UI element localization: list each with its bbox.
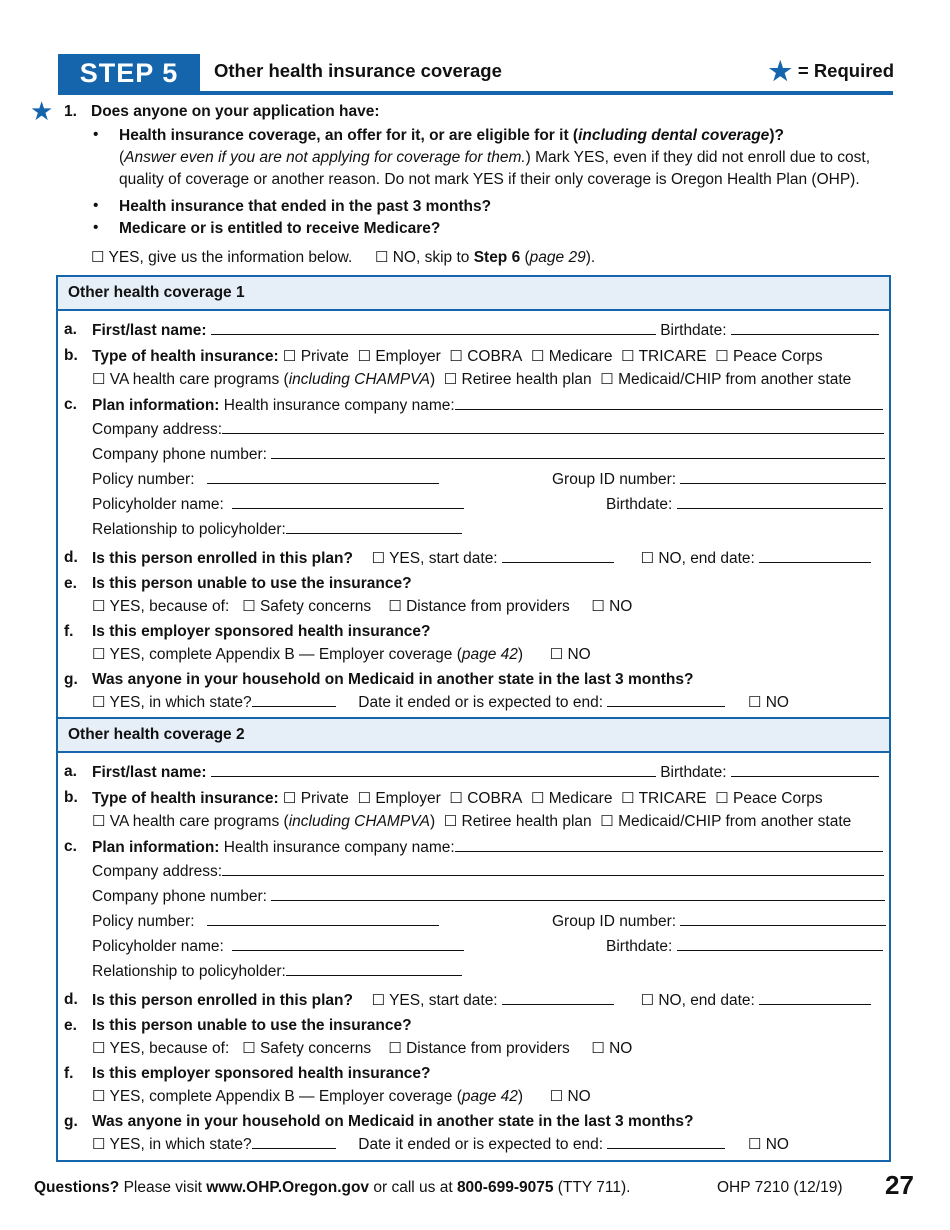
employer-yes-italic: page 42 (461, 646, 518, 663)
tricare-label: TRICARE (638, 790, 707, 807)
plan-info-label: Plan information: (92, 839, 220, 856)
coverage-section-title: Other health coverage 1 (58, 277, 889, 311)
distance-label: Distance from providers (406, 1040, 570, 1057)
bullet-1-text-b: )? (769, 127, 784, 144)
date-ended-label: Date it ended or is expected to end: (358, 1136, 603, 1153)
field-letter: g. (64, 671, 78, 688)
unable-yes-label: YES, because of: (109, 598, 230, 615)
group-id-row (552, 470, 886, 489)
policyholder-birthdate-label: Birthdate: (606, 938, 673, 955)
medicaid-other-state-row (92, 1135, 789, 1154)
employer-label: Employer (375, 348, 441, 365)
required-star-icon: ★ (30, 96, 54, 126)
group-id-input[interactable] (680, 912, 886, 926)
employer-yes-label-b: ) (517, 1088, 524, 1105)
footer-url-link[interactable]: www.OHP.Oregon.gov (206, 1179, 370, 1196)
other-state-yes-checkbox[interactable]: ☐ (92, 694, 106, 711)
safety-label: Safety concerns (259, 1040, 372, 1057)
birthdate-label: Birthdate: (660, 322, 727, 339)
question1-answer-row (91, 248, 595, 267)
name-label: First/last name: (92, 764, 207, 781)
plan-info-row (92, 838, 883, 857)
relationship-row (92, 520, 462, 539)
bullet-1 (119, 127, 784, 145)
policyholder-input[interactable] (232, 937, 464, 951)
yes-option-label: YES, give us the information below. (108, 249, 353, 266)
employer-yes-checkbox[interactable]: ☐ (92, 646, 106, 663)
peace-corps-label: Peace Corps (733, 790, 823, 807)
va-checkbox[interactable]: ☐ (92, 371, 106, 388)
enrolled-row (92, 991, 871, 1010)
retiree-label: Retiree health plan (461, 371, 592, 388)
bullet-dot: • (93, 126, 99, 143)
medicaid-other-state-row (92, 693, 789, 712)
bullet-2: Health insurance that ended in the past 3 months? (119, 198, 492, 215)
employer-yes-label-a: YES, complete Appendix B — Employer coverage ( (109, 646, 462, 663)
other-state-no-label: NO (765, 694, 789, 711)
insurance-type-row-1 (92, 789, 823, 808)
bullet-1-text-a: Health insurance coverage, an offer for it, or are eligible for it ( (119, 127, 579, 144)
peace-corps-label: Peace Corps (733, 348, 823, 365)
bullet-1-detail-line2: quality of coverage or another reason. Do not mark YES if their only coverage is Oregon Health Plan (OHP). (119, 171, 860, 188)
enrolled-no-label: NO, end date: (658, 992, 755, 1009)
relationship-input[interactable] (286, 520, 462, 534)
page-title: Other health insurance coverage (214, 60, 502, 81)
insurance-type-label: Type of health insurance: (92, 790, 279, 807)
medicare-label: Medicare (548, 348, 613, 365)
bullet-1-detail-line1 (119, 149, 870, 167)
medicaid-chip-checkbox[interactable]: ☐ (600, 813, 614, 830)
state-input[interactable] (252, 693, 336, 707)
field-letter: b. (64, 347, 78, 364)
employer-no-checkbox[interactable]: ☐ (549, 646, 564, 663)
employer-sponsored-label: Is this employer sponsored health insurance? (92, 623, 431, 640)
detail-italic: Answer even if you are not applying for coverage for them. (124, 149, 526, 166)
end-date-input[interactable] (759, 549, 871, 563)
private-checkbox[interactable]: ☐ (282, 790, 297, 807)
insurance-type-row-1 (92, 347, 823, 366)
field-letter: b. (64, 789, 78, 806)
date-ended-input[interactable] (607, 1135, 725, 1149)
field-letter: a. (64, 321, 77, 338)
no-option-page: page 29 (529, 249, 586, 266)
cobra-checkbox[interactable]: ☐ (449, 790, 463, 807)
field-letter: f. (64, 1065, 74, 1082)
company-address-label: Company address: (92, 863, 223, 880)
medicare-checkbox[interactable]: ☐ (530, 348, 545, 365)
required-label: = Required (797, 60, 894, 81)
employer-sponsored-options-row (92, 1087, 591, 1106)
step-badge (58, 54, 200, 92)
employer-checkbox[interactable]: ☐ (357, 790, 372, 807)
employer-no-label: NO (567, 1088, 591, 1105)
cobra-label: COBRA (467, 348, 523, 365)
footer-visit: Please visit (119, 1179, 207, 1196)
cobra-label: COBRA (467, 790, 523, 807)
policyholder-label: Policyholder name: (92, 496, 224, 513)
question-prompt: Does anyone on your application have: (91, 103, 380, 120)
policyholder-label: Policyholder name: (92, 938, 224, 955)
field-letter: f. (64, 623, 74, 640)
relationship-label: Relationship to policyholder: (92, 521, 286, 538)
retiree-checkbox[interactable]: ☐ (443, 371, 458, 388)
field-letter: d. (64, 991, 78, 1008)
start-date-input[interactable] (502, 549, 614, 563)
relationship-row (92, 962, 462, 981)
policy-number-input[interactable] (207, 912, 439, 926)
insurance-type-row-2 (92, 812, 851, 831)
birthdate-label: Birthdate: (660, 764, 727, 781)
field-letter: c. (64, 396, 77, 413)
enrolled-yes-checkbox[interactable]: ☐ (371, 550, 386, 567)
start-date-input[interactable] (502, 991, 614, 1005)
other-state-no-checkbox[interactable]: ☐ (747, 1136, 762, 1153)
company-address-input[interactable] (222, 862, 884, 876)
other-state-yes-label: YES, in which state? (109, 1136, 252, 1153)
policyholder-birthdate-input[interactable] (677, 937, 883, 951)
medicare-label: Medicare (548, 790, 613, 807)
va-label-italic: including CHAMPVA (288, 371, 430, 388)
detail-text-a: ) Mark YES, even if they did not enroll due to cost, (525, 149, 871, 166)
retiree-checkbox[interactable]: ☐ (443, 813, 458, 830)
enrolled-yes-label: YES, start date: (389, 550, 498, 567)
medicaid-chip-label: Medicaid/CHIP from another state (618, 371, 852, 388)
company-address-input[interactable] (222, 420, 884, 434)
end-date-input[interactable] (759, 991, 871, 1005)
detail-open: ( (119, 149, 125, 166)
employer-checkbox[interactable]: ☐ (357, 348, 372, 365)
no-option-c: ). (585, 249, 596, 266)
unable-yes-label: YES, because of: (109, 1040, 230, 1057)
other-state-yes-checkbox[interactable]: ☐ (92, 1136, 106, 1153)
medicaid-chip-checkbox[interactable]: ☐ (600, 371, 614, 388)
employer-sponsored-options-row (92, 645, 591, 664)
footer-phone-link[interactable]: 800-699-9075 (456, 1179, 554, 1196)
other-state-no-label: NO (765, 1136, 789, 1153)
tricare-label: TRICARE (638, 348, 707, 365)
company-name-input[interactable] (455, 838, 883, 852)
distance-checkbox[interactable]: ☐ (388, 1040, 402, 1057)
employer-no-label: NO (567, 646, 591, 663)
footer-contact (34, 1179, 630, 1197)
policy-number-label: Policy number: (92, 913, 195, 930)
enrolled-no-checkbox[interactable]: ☐ (640, 550, 655, 567)
va-label-b: ) (429, 813, 436, 830)
company-address-label: Company address: (92, 421, 223, 438)
enrolled-yes-label: YES, start date: (389, 992, 498, 1009)
company-phone-label: Company phone number: (92, 888, 267, 905)
tricare-checkbox[interactable]: ☐ (621, 790, 635, 807)
field-letter: e. (64, 1017, 77, 1034)
enrolled-label: Is this person enrolled in this plan? (92, 550, 353, 567)
relationship-label: Relationship to policyholder: (92, 963, 286, 980)
employer-label: Employer (375, 790, 441, 807)
required-legend (769, 58, 894, 84)
state-input[interactable] (252, 1135, 336, 1149)
policyholder-birthdate-row (606, 937, 883, 956)
employer-yes-italic: page 42 (461, 1088, 518, 1105)
no-option-step: Step 6 (473, 249, 521, 266)
group-id-label: Group ID number: (552, 913, 677, 930)
unable-label: Is this person unable to use the insurance? (92, 1017, 412, 1034)
bullet-1-italic: including dental coverage (578, 127, 770, 144)
va-label-a: VA health care programs ( (109, 371, 289, 388)
name-input[interactable] (211, 321, 656, 335)
coverage-section (56, 275, 891, 720)
policyholder-birthdate-input[interactable] (677, 495, 883, 509)
enrolled-label: Is this person enrolled in this plan? (92, 992, 353, 1009)
enrolled-no-label: NO, end date: (658, 550, 755, 567)
private-checkbox[interactable]: ☐ (282, 348, 297, 365)
no-option-b: ( (520, 249, 530, 266)
va-label-a: VA health care programs ( (109, 813, 289, 830)
company-name-input[interactable] (455, 396, 883, 410)
footer-call: or call us at (369, 1179, 457, 1196)
name-input[interactable] (211, 763, 656, 777)
insurance-type-row-2 (92, 370, 851, 389)
safety-checkbox[interactable]: ☐ (242, 1040, 256, 1057)
policyholder-row (92, 495, 464, 514)
employer-sponsored-label: Is this employer sponsored health insurance? (92, 1065, 431, 1082)
coverage-section (56, 717, 891, 1162)
footer-tty: (TTY 711). (553, 1179, 631, 1196)
policyholder-birthdate-label: Birthdate: (606, 496, 673, 513)
employer-no-checkbox[interactable]: ☐ (549, 1088, 564, 1105)
medicare-checkbox[interactable]: ☐ (530, 790, 545, 807)
company-address-row (92, 862, 884, 881)
peace-corps-checkbox[interactable]: ☐ (715, 348, 729, 365)
retiree-label: Retiree health plan (461, 813, 592, 830)
employer-yes-checkbox[interactable]: ☐ (92, 1088, 106, 1105)
question-number: 1. (64, 103, 77, 120)
company-phone-row (92, 445, 885, 464)
enrolled-yes-checkbox[interactable]: ☐ (371, 992, 386, 1009)
star-icon: ★ (768, 56, 792, 86)
header-rule (58, 91, 893, 95)
birthdate-input[interactable] (731, 763, 879, 777)
policyholder-birthdate-row (606, 495, 883, 514)
group-id-input[interactable] (680, 470, 886, 484)
plan-info-label: Plan information: (92, 397, 220, 414)
no-checkbox[interactable]: ☐ (374, 249, 389, 266)
name-row (92, 321, 879, 340)
yes-checkbox[interactable]: ☐ (91, 249, 105, 266)
other-state-no-checkbox[interactable]: ☐ (747, 694, 762, 711)
enrolled-no-checkbox[interactable]: ☐ (640, 992, 655, 1009)
birthdate-input[interactable] (731, 321, 879, 335)
policyholder-row (92, 937, 464, 956)
unable-no-checkbox[interactable]: ☐ (591, 598, 605, 615)
cobra-checkbox[interactable]: ☐ (449, 348, 463, 365)
field-letter: a. (64, 763, 77, 780)
unable-no-label: NO (609, 1040, 633, 1057)
group-id-label: Group ID number: (552, 471, 677, 488)
employer-yes-label-b: ) (517, 646, 524, 663)
policy-number-label: Policy number: (92, 471, 195, 488)
relationship-input[interactable] (286, 962, 462, 976)
unable-label: Is this person unable to use the insurance? (92, 575, 412, 592)
unable-no-checkbox[interactable]: ☐ (591, 1040, 605, 1057)
footer-questions: Questions? (34, 1179, 120, 1196)
company-phone-row (92, 887, 885, 906)
field-letter: c. (64, 838, 77, 855)
policy-number-input[interactable] (207, 470, 439, 484)
unable-no-label: NO (609, 598, 633, 615)
group-id-row (552, 912, 886, 931)
safety-label: Safety concerns (259, 598, 372, 615)
unable-yes-checkbox[interactable]: ☐ (92, 598, 106, 615)
tricare-checkbox[interactable]: ☐ (621, 348, 635, 365)
page-number: 27 (885, 1170, 914, 1200)
field-letter: e. (64, 575, 77, 592)
no-option-a: NO, skip to (392, 249, 474, 266)
medicaid-chip-label: Medicaid/CHIP from another state (618, 813, 852, 830)
private-label: Private (300, 348, 349, 365)
private-label: Private (300, 790, 349, 807)
company-name-label: Health insurance company name: (223, 839, 455, 856)
name-label: First/last name: (92, 322, 207, 339)
va-label-italic: including CHAMPVA (288, 813, 430, 830)
form-number: OHP 7210 (12/19) (717, 1179, 843, 1196)
enrolled-row (92, 549, 871, 568)
insurance-type-label: Type of health insurance: (92, 348, 279, 365)
coverage-section-title: Other health coverage 2 (58, 719, 889, 753)
bullet-3: Medicare or is entitled to receive Medicare? (119, 220, 441, 237)
policy-number-row (92, 912, 439, 931)
safety-checkbox[interactable]: ☐ (242, 598, 256, 615)
unable-yes-checkbox[interactable]: ☐ (92, 1040, 106, 1057)
date-ended-input[interactable] (607, 693, 725, 707)
bullet-dot: • (93, 219, 99, 236)
employer-yes-label-a: YES, complete Appendix B — Employer coverage ( (109, 1088, 462, 1105)
va-checkbox[interactable]: ☐ (92, 813, 106, 830)
distance-label: Distance from providers (406, 598, 570, 615)
field-letter: g. (64, 1113, 78, 1130)
medicaid-other-state-label: Was anyone in your household on Medicaid in another state in the last 3 months? (92, 1113, 694, 1130)
policy-number-row (92, 470, 439, 489)
other-state-yes-label: YES, in which state? (109, 694, 252, 711)
unable-options-row (92, 1039, 632, 1058)
unable-options-row (92, 597, 632, 616)
policyholder-input[interactable] (232, 495, 464, 509)
company-phone-label: Company phone number: (92, 446, 267, 463)
plan-info-row (92, 396, 883, 415)
peace-corps-checkbox[interactable]: ☐ (715, 790, 729, 807)
name-row (92, 763, 879, 782)
company-name-label: Health insurance company name: (223, 397, 455, 414)
company-address-row (92, 420, 884, 439)
medicaid-other-state-label: Was anyone in your household on Medicaid in another state in the last 3 months? (92, 671, 694, 688)
date-ended-label: Date it ended or is expected to end: (358, 694, 603, 711)
field-letter: d. (64, 549, 78, 566)
company-phone-input[interactable] (271, 445, 885, 459)
step-label: STEP 5 (79, 57, 179, 88)
bullet-dot: • (93, 197, 99, 214)
company-phone-input[interactable] (271, 887, 885, 901)
distance-checkbox[interactable]: ☐ (388, 598, 402, 615)
va-label-b: ) (429, 371, 436, 388)
